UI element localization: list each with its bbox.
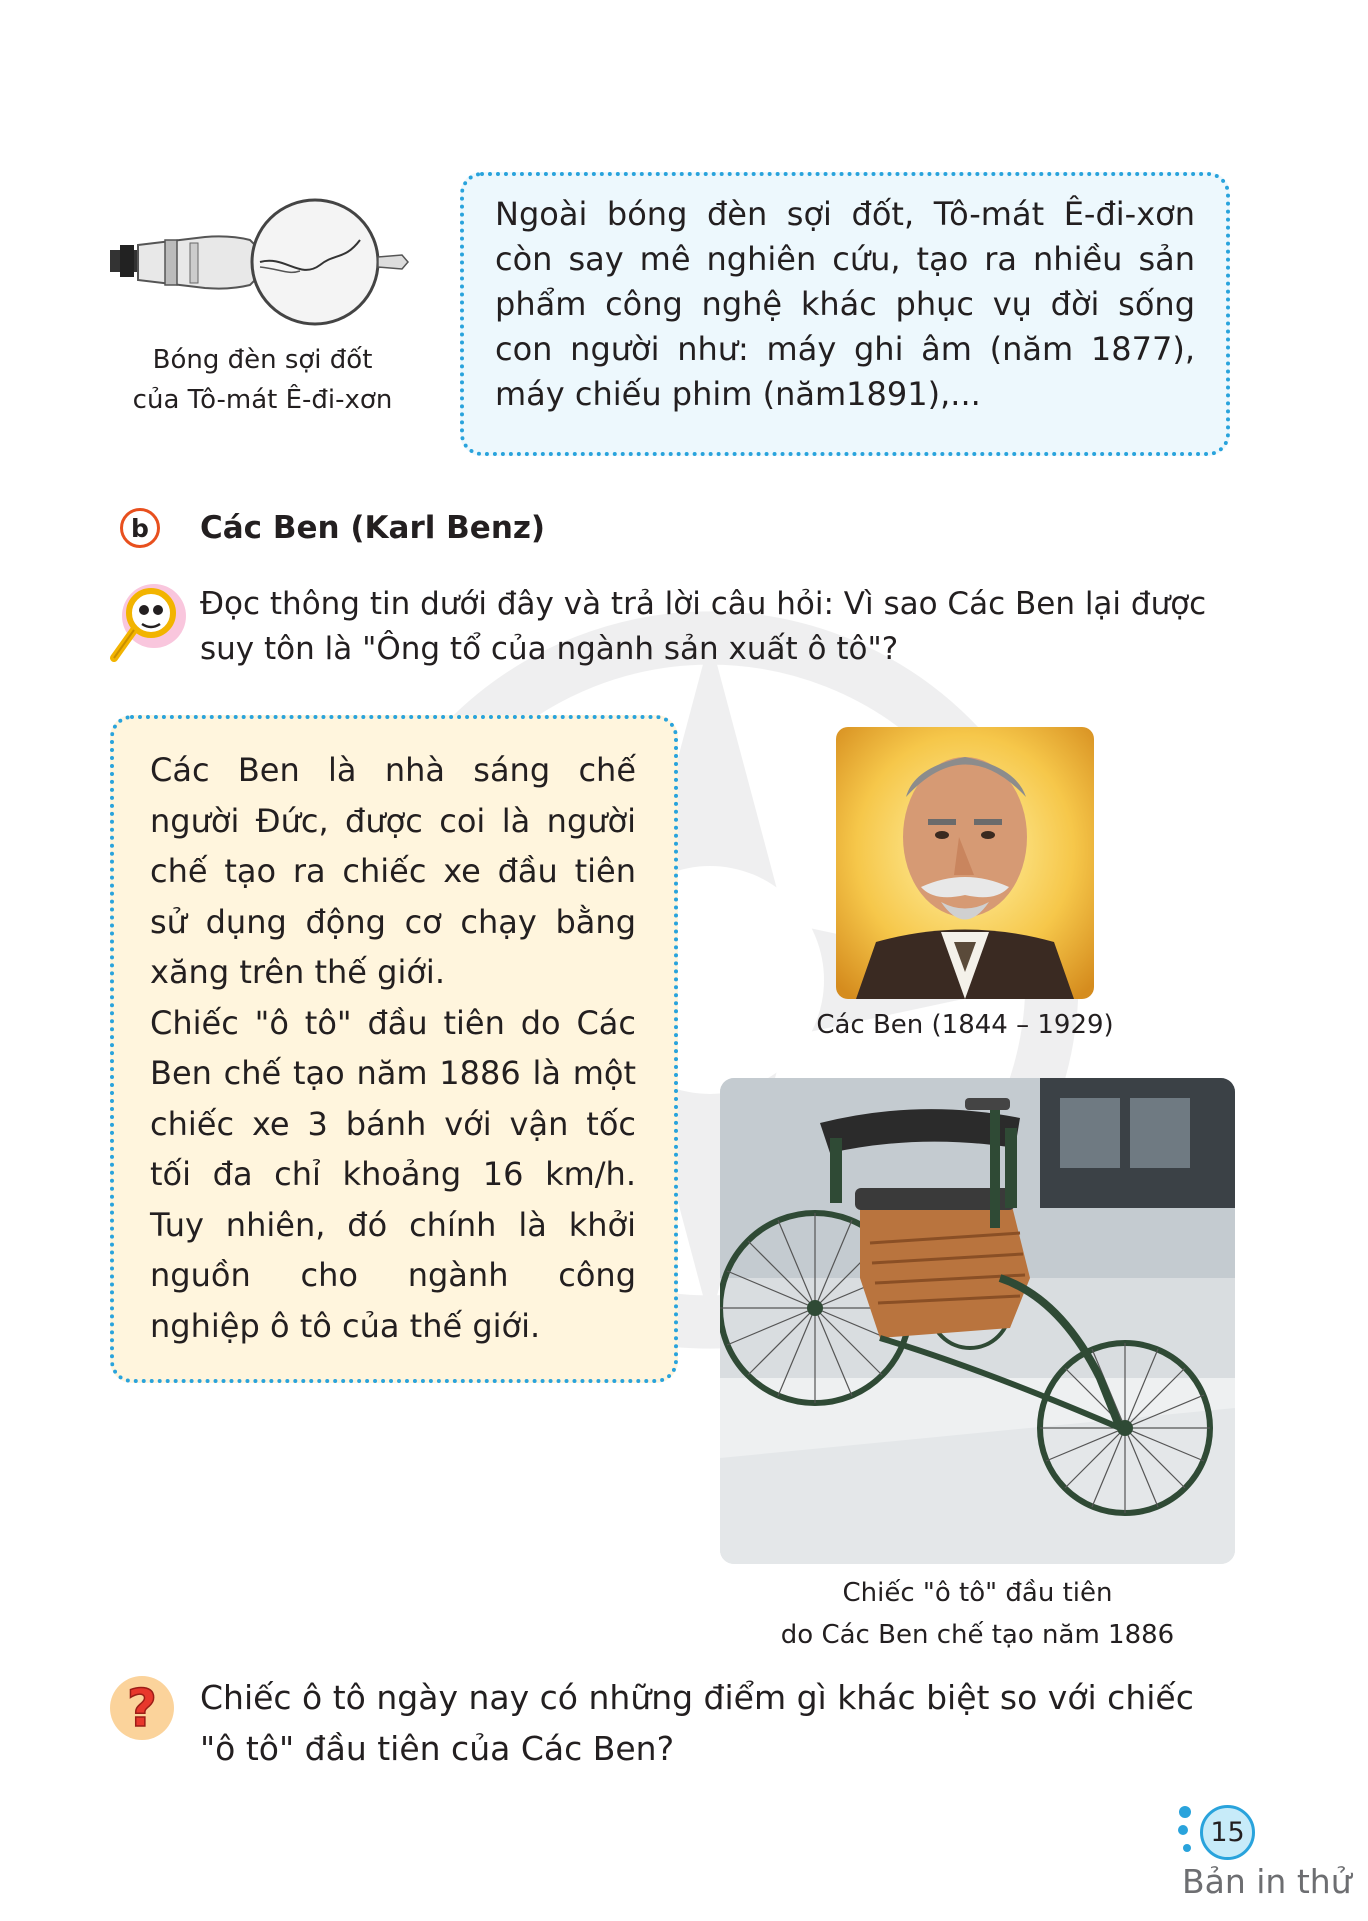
section-b-title: Các Ben (Karl Benz) [200,510,546,546]
task-line2: suy tôn là "Ông tổ của ngành sản xuất ô tô"? [200,631,899,667]
section-b-badge: b [120,508,160,548]
note-line: con người như: máy ghi âm (năm 1877), [495,330,1195,368]
note-line: phẩm công nghệ khác phục vụ đời sống [495,285,1195,323]
page-number: 15 [1200,1805,1255,1860]
task-line1: Đọc thông tin dưới đây và trả lời câu hỏi: Vì sao Các Ben lại được [200,586,1207,622]
task-text [200,582,1240,672]
benz-info-text [150,745,636,1351]
svg-text:?: ? [126,1679,158,1739]
magnifier-icon [106,580,188,666]
benz-car-photo [720,1078,1235,1564]
car-caption-line1: Chiếc "ô tô" đầu tiên [842,1578,1113,1608]
bottom-question-line2: "ô tô" đầu tiên của Các Ben? [200,1729,675,1768]
portrait-caption: Các Ben (1844 – 1929) [816,1010,1114,1040]
car-caption-line2: do Các Ben chế tạo năm 1886 [780,1620,1175,1650]
info-paragraph-2: Chiếc "ô tô" đầu tiên do Các Ben chế tạo năm 1886 là một chiếc xe 3 bánh với vận tốc tối đa chỉ khoảng 16 km/h. Tuy nhiên, đó chính là khởi nguồn cho ngành công nghiệp ô tô của thế giới. [150,1003,636,1345]
bulb-caption-line1: Bóng đèn sợi đốt [152,345,373,375]
bottom-question-line1: Chiếc ô tô ngày nay có những điểm gì khác biệt so với chiếc [200,1678,1194,1717]
question-mark-icon [107,1670,177,1740]
portrait-image [836,727,1094,999]
print-label: Bản in thử [1182,1862,1352,1901]
note-line: Ngoài bóng đèn sợi đốt, Tô-mát Ê-đi-xơn [495,195,1195,233]
car-image [720,1078,1235,1564]
note-line: còn say mê nghiên cứu, tạo ra nhiều sản [495,240,1195,278]
car-caption [720,1572,1235,1656]
bulb-caption-line2: của Tô-mát Ê-đi-xơn [132,385,393,415]
info-paragraph-1: Các Ben là nhà sáng chế người Đức, được coi là người chế tạo ra chiếc xe đầu tiên sử dụng động cơ chạy bằng xăng trên thế giới. [150,751,636,991]
note-line: máy chiếu phim (năm1891),... [495,375,981,413]
bulb-caption [100,340,425,420]
light-bulb-image [110,195,415,330]
bottom-question-text [200,1672,1240,1774]
edison-note-text [495,192,1195,417]
karl-benz-portrait [836,727,1094,999]
